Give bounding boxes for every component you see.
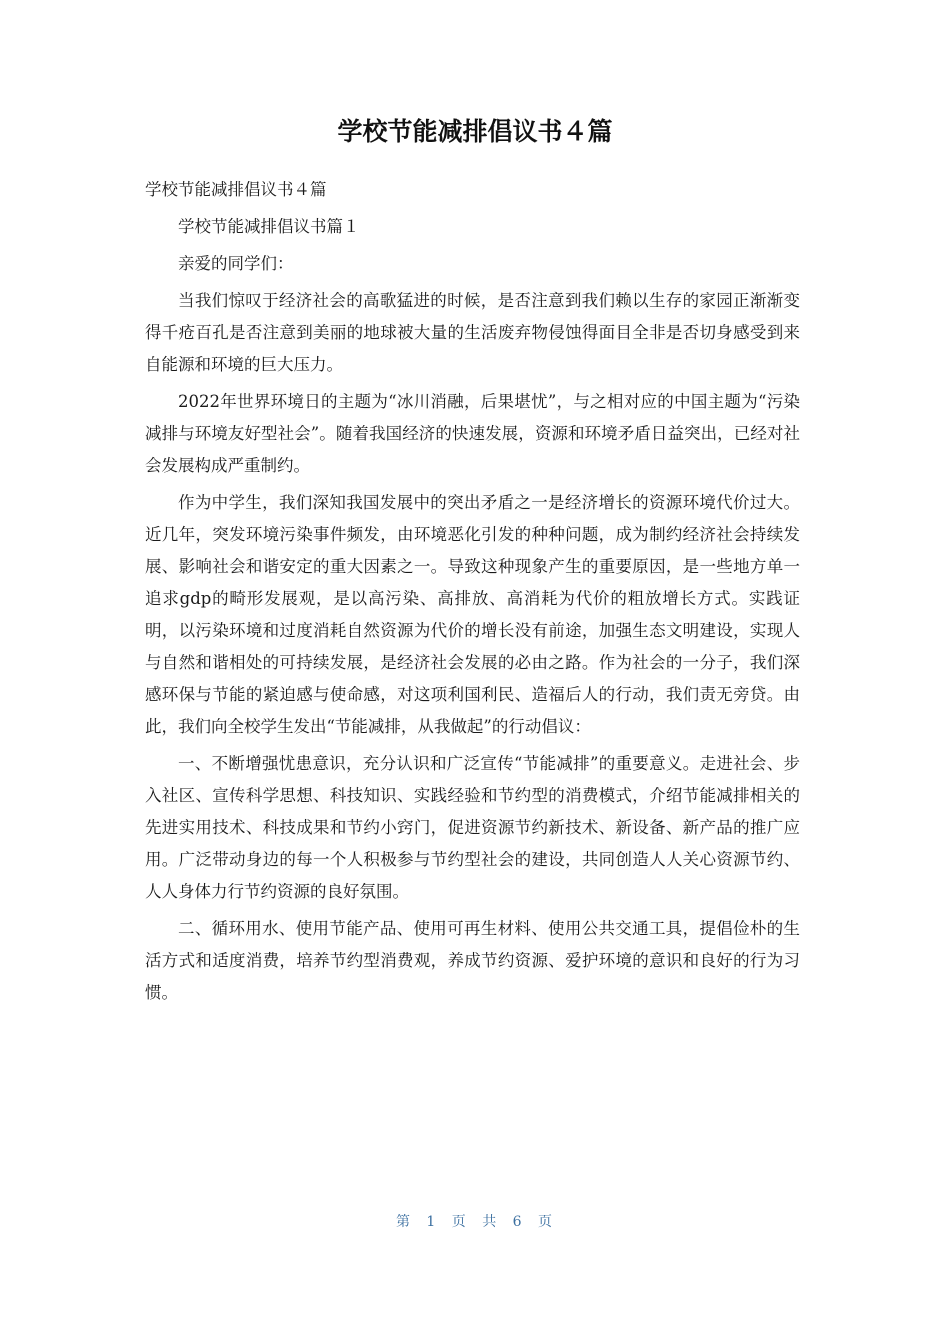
current-page-number: 1 bbox=[426, 1214, 438, 1230]
page-number-footer bbox=[0, 1210, 950, 1234]
paragraph: 2022年世界环境日的主题为“冰川消融，后果堪忧”，与之相对应的中国主题为“污染减排与环境友好型社会”。随着我国经济的快速发展，资源和环境矛盾日益突出，已经对社会发展构成严重制约。 bbox=[145, 392, 800, 475]
paragraph: 当我们惊叹于经济社会的高歌猛进的时候，是否注意到我们赖以生存的家园正渐渐变得千疮百孔是否注意到美丽的地球被大量的生活废弃物侵蚀得面目全非是否切身感受到来自能源和环境的巨大压力。 bbox=[145, 291, 800, 374]
page-label: 第 bbox=[395, 1214, 412, 1230]
paragraph: 一、不断增强忧患意识，充分认识和广泛宣传“节能减排”的重要意义。走进社会、步入社区、宣传科学思想、科技知识、实践经验和节约型的消费模式，介绍节能减排相关的先进实用技术、科技成果和节约小窍门，促进资源节约新技术、新设备、新产品的推广应用。广泛带动身边的每一个人积极参与节约型社会的建设，共同创造人人关心资源节约、人人身体力行节约资源的良好氛围。 bbox=[145, 754, 800, 901]
total-pages-number: 6 bbox=[512, 1214, 524, 1230]
page-suffix: 页 bbox=[451, 1214, 468, 1230]
total-suffix: 页 bbox=[538, 1214, 555, 1230]
document-body bbox=[145, 174, 800, 1014]
document-title: 学校节能减排倡议书４篇 bbox=[337, 117, 613, 146]
paragraph: 二、循环用水、使用节能产品、使用可再生材料、使用公共交通工具，提倡俭朴的生活方式和适度消费，培养节约型消费观，养成节约资源、爱护环境的意识和良好的行为习惯。 bbox=[145, 919, 800, 1002]
paragraph: 作为中学生，我们深知我国发展中的突出矛盾之一是经济增长的资源环境代价过大。近几年，突发环境污染事件频发，由环境恶化引发的种种问题，成为制约经济社会持续发展、影响社会和谐安定的重大因素之一。导致这种现象产生的重要原因，是一些地方单一追求gdp的畸形发展观，是以高污染、高排放、高消耗为代价的粗放增长方式。实践证明，以污染环境和过度消耗自然资源为代价的增长没有前途，加强生态文明建设，实现人与自然和谐相处的可持续发展，是经济社会发展的必由之路。作为社会的一分子，我们深感环保与节能的紧迫感与使命感，对这项利国利民、造福后人的行动，我们责无旁贷。由此，我们向全校学生发出“节能减排，从我做起”的行动倡议： bbox=[145, 493, 800, 736]
subtitle-line: 学校节能减排倡议书４篇 bbox=[145, 180, 327, 199]
section-heading: 学校节能减排倡议书篇１ bbox=[178, 217, 360, 236]
total-label: 共 bbox=[482, 1214, 499, 1230]
salutation: 亲爱的同学们： bbox=[178, 254, 294, 273]
